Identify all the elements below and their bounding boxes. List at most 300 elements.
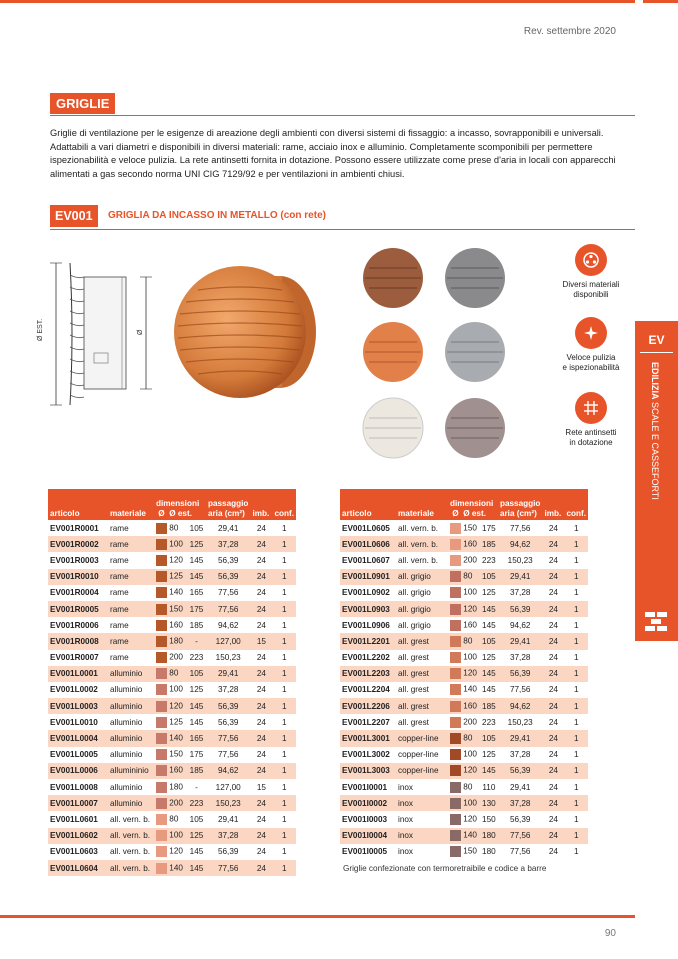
cell-articolo: EV001L0602	[48, 828, 108, 844]
table-row	[340, 811, 588, 827]
cell-passaggio: 94,62	[498, 536, 543, 552]
cell-imb: 24	[542, 795, 564, 811]
cell-d-est: -	[187, 633, 206, 649]
cell-materiale: copper-line	[396, 730, 448, 746]
cell-d: 140	[448, 828, 480, 844]
technical-drawing	[28, 255, 158, 415]
cell-passaggio: 56,39	[498, 666, 543, 682]
cell-conf: 1	[272, 698, 296, 714]
cell-passaggio: 37,28	[206, 828, 251, 844]
cell-d: 150	[448, 520, 480, 536]
table-row	[340, 779, 588, 795]
cell-conf: 1	[272, 569, 296, 585]
cell-imb: 24	[548, 653, 558, 663]
table-row	[340, 828, 588, 844]
cell-materiale: inox	[398, 847, 414, 857]
cell-d: 120	[154, 698, 187, 714]
cell-materiale: copper-line	[396, 763, 448, 779]
cell-d-est: 150	[482, 814, 496, 824]
cell-imb: 24	[256, 523, 266, 533]
cell-conf: 1	[281, 653, 287, 663]
cell-materiale: alluminio	[108, 730, 154, 746]
cell-d-est: 145	[480, 763, 498, 779]
cell-imb: 24	[548, 717, 558, 727]
cell-articolo: EV001L0010	[50, 717, 98, 727]
cell-imb: 24	[548, 814, 558, 824]
cell-conf: 1	[281, 782, 287, 792]
cell-imb: 24	[250, 828, 272, 844]
cell-materiale: all. grigio	[396, 569, 448, 585]
cell-d: 80	[448, 730, 480, 746]
table-row	[48, 520, 296, 536]
cell-imb: 15	[250, 633, 272, 649]
cell-passaggio: 94,62	[217, 620, 239, 630]
product-code: EV001	[50, 205, 98, 227]
cell-materiale: all. grigio	[396, 601, 448, 617]
cell-d-est: 223	[482, 555, 496, 565]
cell-articolo: EV001I0003	[342, 814, 388, 824]
material-swatch	[450, 523, 461, 534]
cell-d: 140	[448, 682, 480, 698]
cell-d: 120	[154, 552, 187, 568]
material-swatch	[450, 620, 461, 631]
col-materiale: materiale	[396, 489, 448, 520]
cell-materiale: all. grest	[396, 698, 448, 714]
cell-d-est: 185	[480, 536, 498, 552]
cell-d-est: 145	[189, 847, 204, 857]
cell-passaggio: 150,23	[507, 717, 533, 727]
cell-conf: 1	[272, 633, 296, 649]
material-swatch	[450, 782, 461, 793]
cell-articolo: EV001L2206	[340, 698, 396, 714]
cell-passaggio: 77,56	[206, 860, 251, 876]
cell-articolo: EV001L2202	[342, 653, 390, 663]
cell-articolo: EV001L0902	[342, 588, 390, 598]
material-swatch	[156, 765, 167, 776]
cell-articolo: EV001R0005	[48, 601, 108, 617]
cell-materiale: rame	[110, 620, 129, 630]
material-swatch	[450, 668, 461, 679]
cell-articolo: EV001I0002	[340, 795, 396, 811]
cell-d-est: 145	[482, 685, 496, 695]
cell-imb: 24	[548, 588, 558, 598]
table-row	[340, 650, 588, 666]
cell-passaggio: 37,28	[206, 536, 251, 552]
cell-conf: 1	[564, 698, 588, 714]
cell-materiale: alluminio	[110, 782, 143, 792]
top-tab-rule	[643, 0, 678, 3]
material-swatch	[156, 587, 167, 598]
cell-conf: 1	[573, 523, 579, 533]
table-row	[340, 795, 588, 811]
table-row	[48, 779, 296, 795]
cell-d: 200	[448, 714, 480, 730]
material-swatch	[450, 701, 461, 712]
cell-d-est: 180	[482, 847, 496, 857]
cell-imb: 24	[250, 601, 272, 617]
cell-d-est: 145	[480, 666, 498, 682]
cell-conf: 1	[281, 588, 287, 598]
sparkle-icon	[575, 317, 607, 349]
cell-materiale: all. vern. b.	[110, 814, 151, 824]
cell-articolo: EV001L2201	[340, 633, 396, 649]
cell-passaggio: 56,39	[206, 569, 251, 585]
col-articolo: articolo	[340, 489, 396, 520]
cell-d-est: 180	[480, 828, 498, 844]
table-row	[48, 698, 296, 714]
material-swatch	[450, 539, 461, 550]
cell-materiale: inox	[398, 814, 414, 824]
cell-d-est: 125	[189, 685, 204, 695]
material-swatch	[450, 733, 461, 744]
table-row	[48, 569, 296, 585]
feature-label: Veloce pulizia	[566, 353, 616, 362]
cell-materiale: rame	[110, 555, 129, 565]
cell-imb: 24	[250, 666, 272, 682]
product-rule	[50, 229, 635, 230]
bricks-icon	[645, 612, 669, 632]
cell-imb: 24	[542, 763, 564, 779]
cell-imb: 24	[256, 814, 266, 824]
cell-d: 160	[154, 617, 187, 633]
cell-conf: 1	[564, 730, 588, 746]
table-row	[48, 601, 296, 617]
cell-passaggio: 77,56	[509, 685, 531, 695]
cell-conf: 1	[564, 795, 588, 811]
grille-white	[363, 398, 423, 458]
material-variants-image	[355, 244, 525, 474]
cell-passaggio: 150,23	[507, 555, 533, 565]
grille-inox	[445, 398, 505, 458]
page-number: 90	[604, 928, 616, 939]
material-swatch	[450, 555, 461, 566]
cell-articolo: EV001L0006	[48, 763, 108, 779]
material-swatch	[156, 749, 167, 760]
table-row	[48, 536, 296, 552]
cell-passaggio: 150,23	[215, 653, 241, 663]
table-row	[340, 585, 588, 601]
cell-d-est: 185	[480, 698, 498, 714]
diameter-label: Ø	[137, 329, 144, 335]
cell-materiale: rame	[108, 633, 154, 649]
cell-d-est: 223	[189, 653, 204, 663]
table-row	[48, 860, 296, 876]
cell-materiale: all. vern. b.	[108, 860, 154, 876]
cell-d: 160	[448, 698, 480, 714]
cell-conf: 1	[564, 828, 588, 844]
material-swatch	[450, 814, 461, 825]
cell-imb: 24	[542, 633, 564, 649]
cell-materiale: rame	[108, 569, 154, 585]
col-materiale: materiale	[108, 489, 154, 520]
cell-d: 200	[448, 552, 480, 568]
cell-articolo: EV001I0005	[342, 847, 388, 857]
material-swatch	[450, 636, 461, 647]
cell-imb: 24	[256, 750, 266, 760]
cell-d-est: 105	[480, 633, 498, 649]
cell-passaggio: 77,56	[498, 828, 543, 844]
cell-conf: 1	[573, 588, 579, 598]
table-row	[48, 747, 296, 763]
material-swatch	[450, 749, 461, 760]
cell-conf: 1	[564, 601, 588, 617]
cell-d: 80	[448, 779, 480, 795]
cell-passaggio: 29,41	[217, 814, 239, 824]
cell-imb: 24	[250, 795, 272, 811]
cell-conf: 1	[573, 555, 579, 565]
cell-materiale: all. grest	[396, 633, 448, 649]
material-swatch	[156, 668, 167, 679]
material-swatch	[450, 717, 461, 728]
cell-passaggio: 56,39	[498, 601, 543, 617]
cell-d: 160	[448, 536, 480, 552]
table-row	[48, 714, 296, 730]
cell-conf: 1	[272, 601, 296, 617]
cell-d-est: 145	[187, 569, 206, 585]
cell-conf: 1	[573, 620, 579, 630]
cell-imb: 24	[256, 717, 266, 727]
cell-articolo: EV001I0001	[342, 782, 388, 792]
material-swatch	[450, 765, 461, 776]
cell-d-est: 145	[187, 698, 206, 714]
cell-conf: 1	[272, 536, 296, 552]
table-row	[340, 747, 588, 763]
cell-d: 120	[448, 763, 480, 779]
cell-articolo: EV001L0607	[342, 555, 390, 565]
cell-materiale: all. grigio	[398, 620, 431, 630]
material-swatch	[450, 846, 461, 857]
table-row	[48, 617, 296, 633]
cell-passaggio: 94,62	[206, 763, 251, 779]
cell-passaggio: 56,39	[509, 814, 531, 824]
cell-d: 180	[154, 779, 187, 795]
product-table-left	[48, 489, 296, 876]
cell-d-est: -	[195, 782, 198, 792]
cell-imb: 24	[256, 588, 266, 598]
cell-d: 150	[154, 601, 187, 617]
cell-materiale: all. vern. b.	[110, 847, 151, 857]
cell-d: 100	[154, 536, 187, 552]
cell-d-est: 145	[189, 717, 204, 727]
cell-imb: 24	[548, 782, 558, 792]
cell-materiale: all. grest	[398, 717, 429, 727]
cell-conf: 1	[573, 717, 579, 727]
cell-passaggio: 37,28	[217, 685, 239, 695]
cell-imb: 24	[250, 860, 272, 876]
cell-articolo: EV001L0605	[342, 523, 390, 533]
feature-cleaning	[546, 317, 636, 373]
cell-articolo: EV001L3001	[340, 730, 396, 746]
cell-d: 100	[154, 682, 187, 698]
material-swatch	[156, 733, 167, 744]
cell-articolo: EV001I0004	[340, 828, 396, 844]
cell-passaggio: 77,56	[509, 847, 531, 857]
table-row	[340, 666, 588, 682]
cell-imb: 24	[250, 730, 272, 746]
cell-materiale: alluminio	[108, 698, 154, 714]
cell-d-est: 105	[480, 730, 498, 746]
cell-imb: 15	[256, 782, 266, 792]
cell-d: 125	[154, 569, 187, 585]
feature-label: Rete antinsetti	[565, 428, 617, 437]
cell-d-est: 165	[187, 730, 206, 746]
cell-passaggio: 94,62	[509, 620, 531, 630]
material-swatch	[450, 604, 461, 615]
section-rule	[50, 115, 635, 116]
table-row	[48, 650, 296, 666]
cell-articolo: EV001L0601	[50, 814, 98, 824]
cell-passaggio: 150,23	[206, 795, 251, 811]
cell-articolo: EV001L0008	[50, 782, 98, 792]
cell-passaggio: 56,39	[217, 847, 239, 857]
grille-grey	[445, 248, 505, 308]
cell-d-est: 175	[187, 601, 206, 617]
cell-d: 100	[448, 747, 480, 763]
material-swatch	[450, 652, 461, 663]
cell-passaggio: 56,39	[217, 555, 239, 565]
cell-articolo: EV001L0004	[48, 730, 108, 746]
material-swatch	[156, 782, 167, 793]
table-row	[340, 569, 588, 585]
cell-articolo: EV001L2207	[342, 717, 390, 727]
cell-conf: 1	[272, 763, 296, 779]
table-row	[48, 666, 296, 682]
cell-d-est: 105	[480, 569, 498, 585]
cell-articolo: EV001R0010	[48, 569, 108, 585]
cell-d-est: 125	[482, 750, 496, 760]
cell-materiale: alluminio	[110, 750, 143, 760]
cell-conf: 1	[272, 730, 296, 746]
table-row	[340, 763, 588, 779]
cell-d: 140	[154, 585, 187, 601]
cell-d: 80	[154, 520, 187, 536]
table-row	[48, 828, 296, 844]
cell-d-est: 175	[482, 523, 496, 533]
col-articolo: articolo	[48, 489, 108, 520]
cell-articolo: EV001R0001	[50, 523, 99, 533]
table-row	[340, 601, 588, 617]
cell-articolo: EV001L0603	[50, 847, 98, 857]
material-swatch	[156, 701, 167, 712]
cell-d-est: 185	[187, 763, 206, 779]
cell-d: 80	[448, 569, 480, 585]
cell-passaggio: 127,00	[215, 782, 241, 792]
grille-silver	[445, 322, 505, 382]
cell-conf: 1	[564, 569, 588, 585]
cell-d: 80	[448, 633, 480, 649]
col-dimensioni: dimensioni Ø Ø est.	[154, 489, 206, 520]
cell-passaggio: 37,28	[509, 750, 531, 760]
cell-materiale: alluminio	[108, 795, 154, 811]
cell-passaggio: 56,39	[217, 717, 239, 727]
cell-materiale: alluminio	[108, 666, 154, 682]
cell-materiale: all. vern. b.	[396, 536, 448, 552]
table-row	[340, 633, 588, 649]
material-swatch	[156, 636, 167, 647]
cell-articolo: EV001L0002	[50, 685, 98, 695]
top-rule	[0, 0, 635, 3]
cell-imb: 24	[256, 620, 266, 630]
cell-articolo: EV001L3003	[340, 763, 396, 779]
material-swatch	[156, 798, 167, 809]
cell-d-est: 125	[482, 588, 496, 598]
cell-conf: 1	[281, 620, 287, 630]
cell-d: 150	[154, 747, 187, 763]
cell-d: 120	[448, 666, 480, 682]
cell-d: 100	[448, 795, 480, 811]
cell-articolo: EV001R0004	[50, 588, 99, 598]
cell-conf: 1	[573, 782, 579, 792]
cell-passaggio: 37,28	[509, 653, 531, 663]
table-row	[340, 617, 588, 633]
feature-materials	[546, 244, 636, 300]
cell-imb: 24	[542, 601, 564, 617]
material-swatch	[156, 539, 167, 550]
col-imb: imb.	[542, 489, 564, 520]
cell-articolo: EV001L0901	[340, 569, 396, 585]
cell-articolo: EV001L0604	[48, 860, 108, 876]
cell-d-est: 105	[189, 814, 204, 824]
cell-imb: 24	[542, 730, 564, 746]
material-swatch	[156, 863, 167, 874]
product-table-right	[340, 489, 588, 860]
grille-copper	[363, 248, 423, 308]
cell-d: 120	[448, 601, 480, 617]
cell-passaggio: 77,56	[509, 523, 531, 533]
cell-materiale: inox	[396, 828, 448, 844]
cell-imb: 24	[542, 828, 564, 844]
cell-imb: 24	[250, 763, 272, 779]
cell-imb: 24	[548, 523, 558, 533]
cell-materiale: all. grest	[396, 666, 448, 682]
cell-d: 150	[448, 844, 480, 860]
cell-conf: 1	[564, 763, 588, 779]
table-note: Griglie confezionate con termoretraibile e codice a barre	[343, 864, 547, 873]
cell-d-est: 125	[187, 828, 206, 844]
table-row	[340, 552, 588, 568]
table-row	[48, 633, 296, 649]
table-row	[340, 536, 588, 552]
col-passaggio: passaggio aria (cm²)	[498, 489, 543, 520]
cell-materiale: alluminio	[110, 685, 143, 695]
table-row	[48, 552, 296, 568]
cell-imb: 24	[542, 569, 564, 585]
material-swatch	[156, 571, 167, 582]
cell-d-est: 105	[187, 666, 206, 682]
cell-d-est: 185	[189, 620, 204, 630]
cell-d-est: 145	[482, 620, 496, 630]
cell-materiale: all. grigio	[398, 588, 431, 598]
cell-materiale: all. vern. b.	[108, 828, 154, 844]
cell-imb: 24	[548, 620, 558, 630]
cell-materiale: inox	[396, 795, 448, 811]
material-swatch	[156, 717, 167, 728]
chapter-code: EV	[648, 333, 665, 347]
cell-d-est: 175	[189, 750, 204, 760]
table-row	[48, 585, 296, 601]
cell-conf: 1	[573, 685, 579, 695]
cell-passaggio: 29,41	[498, 730, 543, 746]
cell-conf: 1	[272, 666, 296, 682]
cell-imb: 24	[256, 685, 266, 695]
cell-conf: 1	[281, 685, 287, 695]
cell-conf: 1	[564, 666, 588, 682]
cell-conf: 1	[573, 814, 579, 824]
material-swatch	[156, 620, 167, 631]
cell-d: 140	[154, 730, 187, 746]
material-swatch	[156, 523, 167, 534]
cell-imb: 24	[256, 555, 266, 565]
